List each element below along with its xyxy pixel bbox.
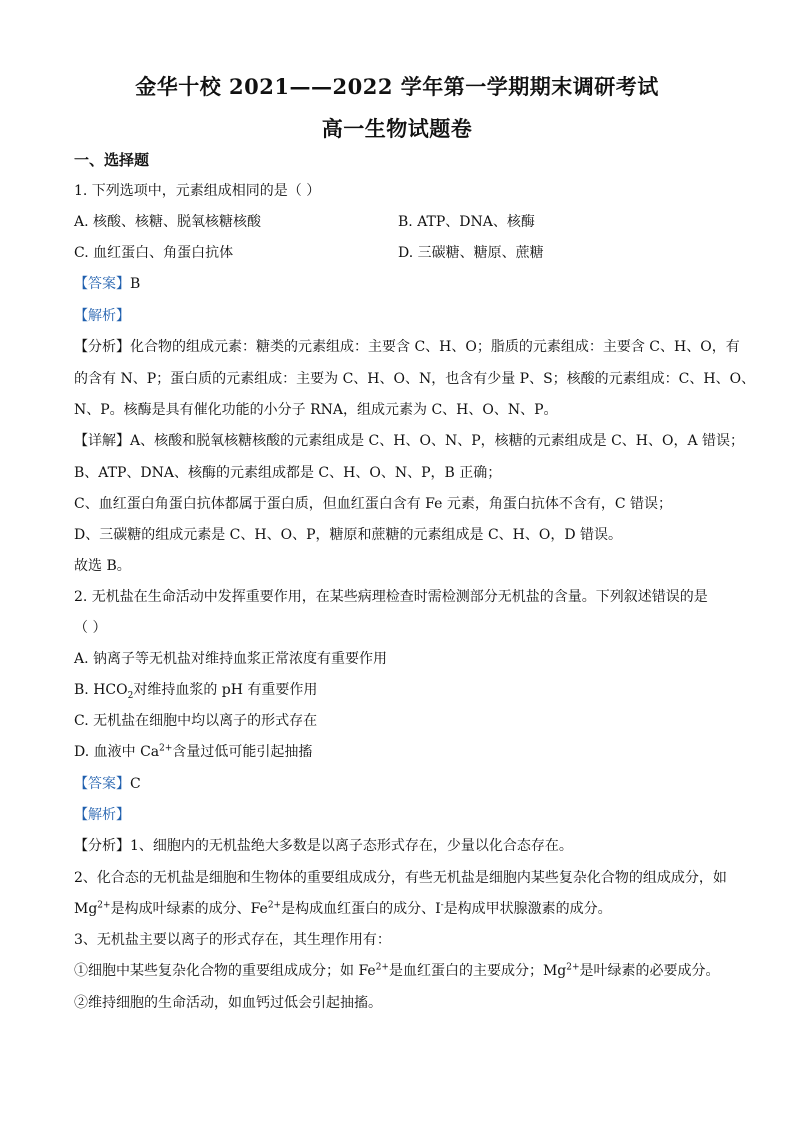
q2-answer <box>74 775 734 793</box>
q1-option-d: D. 三碳糖、糖原、蔗糖 <box>398 245 544 261</box>
subscript: 2 <box>127 690 134 701</box>
q2-para3: 3、无机盐主要以离子的形式存在，其生理作用有： <box>74 932 391 948</box>
option-b-text-rest: 对维持血浆的 pH 有重要作用 <box>133 682 318 698</box>
q1-xiangjie-line1 <box>74 432 745 450</box>
superscript: 2+ <box>375 962 389 973</box>
superscript: - <box>440 900 444 911</box>
q2-stem-line1: 2. 无机盐在生命活动中发挥重要作用，在某些病理检查时需检测部分无机盐的含量。下列叙述错误的是 <box>74 589 708 605</box>
xiangjie-tag: 【详解】 <box>74 433 130 449</box>
answer-tag: 【答案】 <box>74 276 130 292</box>
answer-value: C <box>130 776 141 792</box>
q1-xiangjie-line4: D、三碳糖的组成元素是 C、H、O、P，糖原和蔗糖的元素组成是 C、H、O，D 错误。 <box>74 527 623 543</box>
q2-option-c: C. 无机盐在细胞中均以离子的形式存在 <box>74 713 318 729</box>
q1-xiangjie-line3: C、血红蛋白角蛋白抗体都属于蛋白质，但血红蛋白含有 Fe 元素，角蛋白抗体不含有，C 错误； <box>74 496 673 512</box>
q1-fenxi-line3: N、P。核酶是具有催化功能的小分子 RNA，组成元素为 C、H、O、N、P。 <box>74 402 558 418</box>
q2-stem-line2: （ ） <box>74 620 107 636</box>
text: ①细胞中某些复杂化合物的重要组成成分；如 Fe <box>74 963 376 979</box>
text: 是血红蛋白的主要成分；Mg <box>388 963 567 979</box>
option-d-text: D. 血液中 Ca <box>74 744 160 760</box>
q1-option-b: B. ATP、DNA、核酶 <box>398 214 535 230</box>
q2-para5: ②维持细胞的生命活动，如血钙过低会引起抽搐。 <box>74 995 382 1011</box>
q1-jiexi-tag: 【解析】 <box>74 308 130 324</box>
answer-value: B <box>130 276 141 292</box>
q2-para2-line2 <box>74 900 734 918</box>
superscript: 2+ <box>159 743 173 754</box>
q1-fenxi-line2: 的含有 N、P；蛋白质的元素组成：主要为 C、H、O、N，也含有少量 P、S；核酸的元素组成：C、H、O、 <box>74 371 756 387</box>
text: 是构成甲状腺激素的成分。 <box>443 901 612 917</box>
text: Mg <box>74 901 98 917</box>
q2-option-a: A. 钠离子等无机盐对维持血浆正常浓度有重要作用 <box>74 651 388 667</box>
q1-option-c: C. 血红蛋白、角蛋白抗体 <box>74 245 234 261</box>
q2-jiexi-tag: 【解析】 <box>74 807 130 823</box>
q2-para2-line1: 2、化合态的无机盐是细胞和生物体的重要组成成分，有些无机盐是细胞内某些复杂化合物的组成成分，如 <box>74 870 727 886</box>
fenxi-tag: 【分析】 <box>74 838 130 854</box>
q1-xiangjie-line2: B、ATP、DNA、核酶的元素组成都是 C、H、O、N、P，B 正确； <box>74 465 502 481</box>
superscript: 2+ <box>267 900 282 911</box>
exam-title: 金华十校 2021——2022 学年第一学期期末调研考试 <box>135 74 659 99</box>
superscript: 2+ <box>97 900 111 911</box>
text: 是构成血红蛋白的成分、I <box>281 901 441 917</box>
text: 是构成叶绿素的成分、Fe <box>110 901 268 917</box>
q2-fenxi-line1 <box>74 837 734 855</box>
q1-answer <box>74 275 734 293</box>
q2-option-b <box>74 681 734 699</box>
q1-fenxi-line1 <box>74 338 740 356</box>
exam-subtitle: 高一生物试题卷 <box>321 116 473 141</box>
fenxi-text: 1、细胞内的无机盐绝大多数是以离子态形式存在，少量以化合态存在。 <box>130 838 573 854</box>
fenxi-text: 化合物的组成元素：糖类的元素组成：主要含 C、H、O；脂质的元素组成：主要含 C、H、O，有 <box>130 339 740 355</box>
section-heading: 一、选择题 <box>74 151 150 169</box>
superscript: 2+ <box>566 962 580 973</box>
q1-stem: 1. 下列选项中，元素组成相同的是（ ） <box>74 183 321 199</box>
q1-conclusion: 故选 B。 <box>74 558 131 574</box>
text: 是叶绿素的必要成分。 <box>579 963 720 979</box>
option-b-text: B. HCO <box>74 682 128 698</box>
q2-option-d <box>74 743 734 761</box>
option-d-text-rest: 含量过低可能引起抽搐 <box>172 744 313 760</box>
xiangjie-text: A、核酸和脱氧核糖核酸的元素组成是 C、H、O、N、P，核糖的元素组成是 C、H、O，A 错误； <box>130 433 745 449</box>
q2-para4 <box>74 962 734 980</box>
answer-tag: 【答案】 <box>74 776 130 792</box>
fenxi-tag: 【分析】 <box>74 339 130 355</box>
q1-option-a: A. 核酸、核糖、脱氧核糖核酸 <box>74 214 262 230</box>
